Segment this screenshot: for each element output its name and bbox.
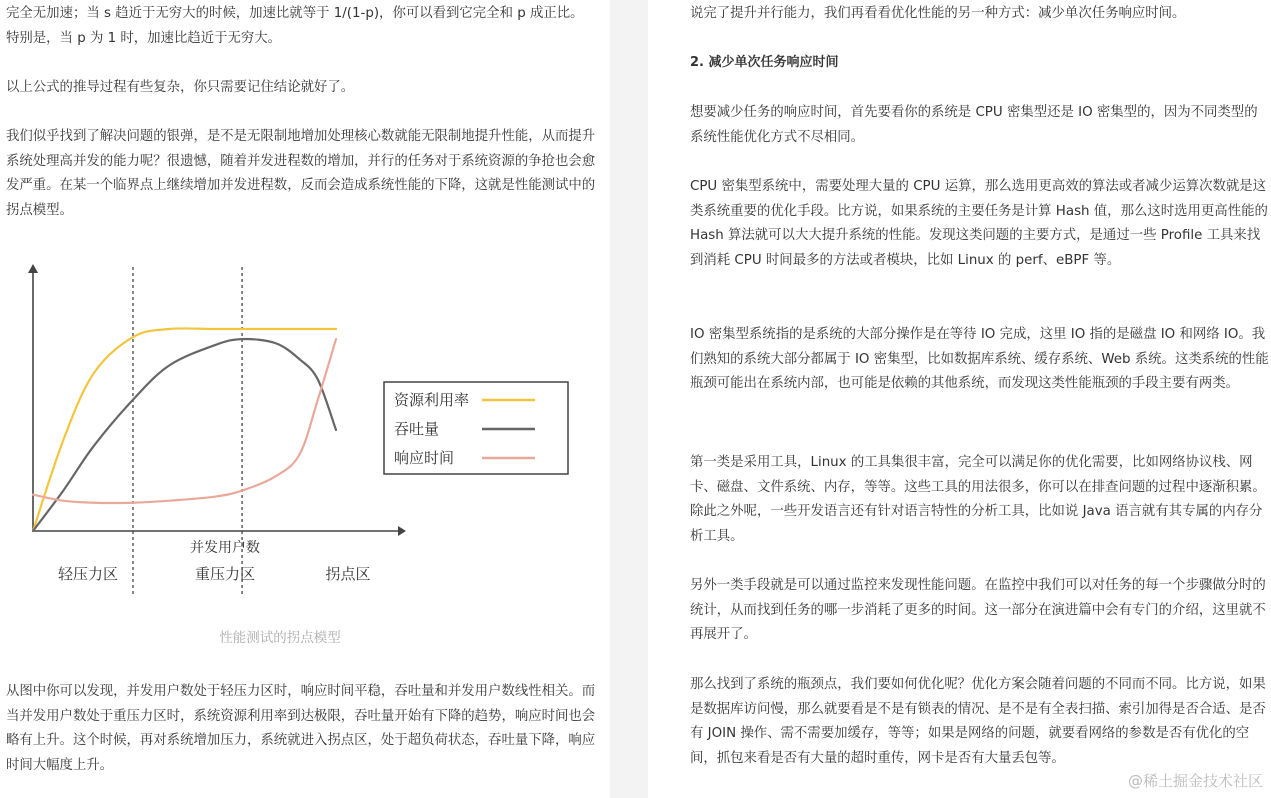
x-axis-arrow <box>398 526 406 536</box>
watermark: @稀土掘金技术社区 <box>1127 772 1263 790</box>
legend-label-2: 吞吐量 <box>394 420 440 438</box>
legend-label-3: 响应时间 <box>394 449 455 467</box>
chart-legend <box>384 382 568 474</box>
series-line-3 <box>33 339 336 503</box>
right-paragraph-3: CPU 密集型系统中，需要处理大量的 CPU 运算，那么选用更高效的算法或者减少运算次数就是这类系统重要的优化手段。比方说，如果系统的主要任务是计算 Hash 值，那么这时选用更高性能的 Hash 算法就可以大大提升系统的性能。发现这类问题的主要方式，是通过一些 Profile 工具来找到消耗 CPU 时间最多的方法或者模块，比如 Linux 的 perf、eBPF 等。 <box>690 179 1268 268</box>
right-paragraph-4: IO 密集型系统指的是系统的大部分操作是在等待 IO 完成，这里 IO 指的是磁盘 IO 和网络 IO。我们熟知的系统大部分都属于 IO 密集型，比如数据库系统、缓存系统、Web 系统。这类系统的性能瓶颈可能出在系统内部，也可能是依赖的其他系统，而发现这类性能瓶颈的手段主要有两类。 <box>690 327 1269 392</box>
right-paragraph-7: 那么找到了系统的瓶颈点，我们要如何优化呢？优化方案会随着问题的不同而不同。比方说，如果是数据库访问慢，那么就要看是不是有锁表的情况、是不是有全表扫描、索引加得是否合适、是否有 JOIN 操作、需不需要加缓存，等等；如果是网络的问题，就要看网络的参数是否有优化的空间，抓包来看是否有大量的超时重传，网卡是否有大量丢包等。 <box>690 677 1266 766</box>
figure-caption: 性能测试的拐点模型 <box>219 630 341 646</box>
chart-series <box>33 328 336 531</box>
right-page <box>648 0 1271 798</box>
y-axis-arrow <box>28 264 38 273</box>
x-axis-label: 并发用户数 <box>190 540 260 556</box>
zone-label-1: 轻压力区 <box>57 565 119 583</box>
right-paragraph-6: 另外一类手段就是可以通过监控来发现性能问题。在监控中我们可以对任务的每一个步骤做分时的统计，从而找到任务的哪一步消耗了更多的时间。这一部分在演进篇中会有专门的介绍，这里就不再展开了。 <box>690 578 1266 643</box>
chart-axes <box>28 264 406 556</box>
legend-label-1: 资源利用率 <box>394 391 470 409</box>
zone-label-2: 重压力区 <box>194 565 256 583</box>
knee-point-chart <box>0 255 575 615</box>
section-heading: 2. 减少单次任务响应时间 <box>690 55 839 70</box>
left-page <box>0 0 610 798</box>
right-paragraph-5: 第一类是采用工具，Linux 的工具集很丰富，完全可以满足你的优化需要，比如网络协议栈、网卡、磁盘、文件系统、内存，等等。这些工具的用法很多，你可以在排查问题的过程中逐渐积累。除此之外呢，一些开发语言还有针对语言特性的分析工具，比如说 Java 语言就有其专属的内存分析工具。 <box>690 455 1266 544</box>
right-paragraph-1: 说完了提升并行能力，我们再看看优化性能的另一种方式：减少单次任务响应时间。 <box>690 6 1186 21</box>
left-paragraph-4: 从图中你可以发现，并发用户数处于轻压力区时，响应时间平稳，吞吐量和并发用户数线性相关。而当并发用户数处于重压力区时，系统资源利用率到达极限，吞吐量开始有下降的趋势，响应时间也会略有上升。这个时候，再对系统增加压力，系统就进入拐点区，处于超负荷状态，吞吐量下降，响应时间大幅度上升。 <box>6 684 596 773</box>
zone-label-3: 拐点区 <box>325 565 371 583</box>
right-paragraph-2: 想要减少任务的响应时间，首先要看你的系统是 CPU 密集型还是 IO 密集型的，因为不同类型的系统性能优化方式不尽相同。 <box>690 105 1258 145</box>
left-paragraph-1: 完全无加速；当 s 趋近于无穷大的时候，加速比就等于 1/(1-p)，你可以看到它完全和 p 成正比。特别是，当 p 为 1 时，加速比趋近于无穷大。 <box>6 6 584 46</box>
left-paragraph-3: 我们似乎找到了解决问题的银弹，是不是无限制地增加处理核心数就能无限制地提升性能，从而提升系统处理高并发的能力呢？很遗憾，随着并发进程数的增加，并行的任务对于系统资源的争抢也会愈发严重。在某一个临界点上继续增加并发进程数，反而会造成系统性能的下降，这就是性能测试中的拐点模型。 <box>6 129 596 218</box>
left-paragraph-2: 以上公式的推导过程有些复杂，你只需要记住结论就好了。 <box>6 80 355 95</box>
